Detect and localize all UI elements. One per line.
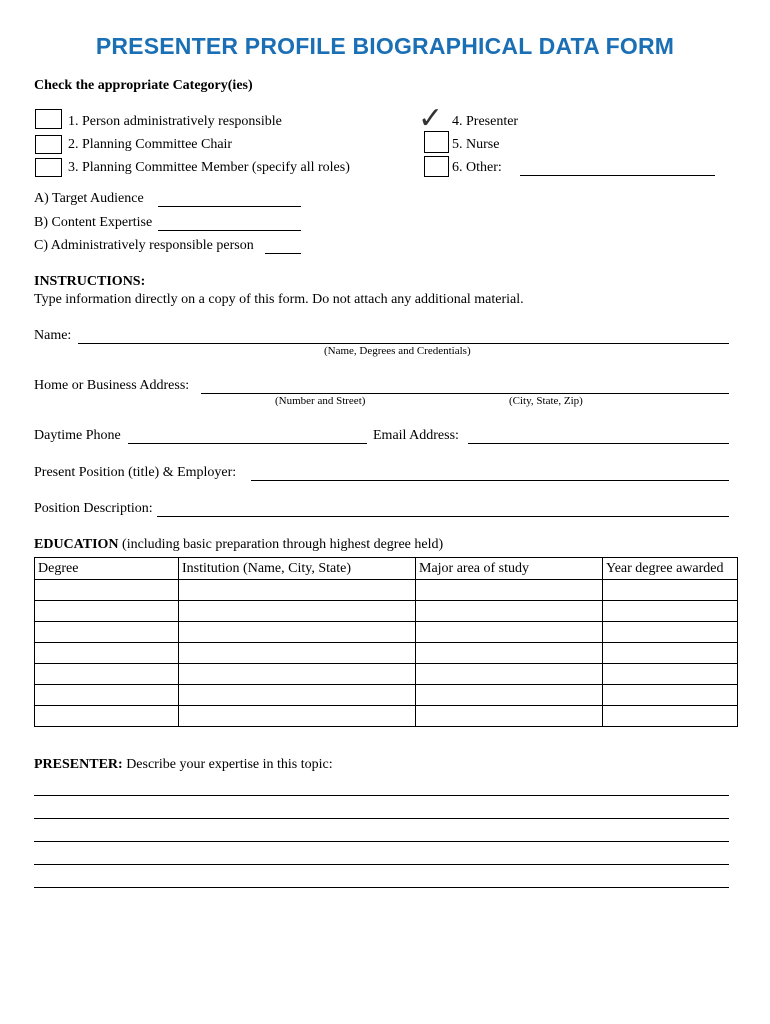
education-table	[34, 557, 738, 727]
table-cell[interactable]	[35, 622, 179, 643]
other-field[interactable]	[520, 175, 715, 176]
presenter-heading-label: PRESENTER:	[34, 757, 123, 772]
table-cell[interactable]	[603, 706, 738, 727]
table-cell[interactable]	[603, 601, 738, 622]
category-6-label: 6. Other:	[452, 160, 502, 175]
instructions-heading: INSTRUCTIONS:	[34, 274, 146, 289]
table-cell[interactable]	[603, 664, 738, 685]
role-admin-label: C) Administratively responsible person	[34, 238, 254, 253]
position-label: Present Position (title) & Employer:	[34, 465, 237, 480]
table-cell[interactable]	[179, 622, 416, 643]
role-target-audience-label: A) Target Audience	[34, 191, 144, 206]
col-degree: Degree	[35, 558, 179, 580]
col-year: Year degree awarded	[603, 558, 738, 580]
education-heading	[34, 537, 443, 553]
role-content-expertise-label: B) Content Expertise	[34, 215, 153, 230]
expertise-line-4[interactable]	[34, 864, 729, 865]
address-hint-street: (Number and Street)	[275, 395, 366, 407]
table-cell[interactable]	[179, 664, 416, 685]
table-cell[interactable]	[416, 601, 603, 622]
expertise-line-2[interactable]	[34, 818, 729, 819]
phone-field[interactable]	[128, 443, 367, 444]
role-admin-field[interactable]	[265, 253, 301, 254]
category-3-checkbox[interactable]	[35, 158, 62, 177]
form-title: PRESENTER PROFILE BIOGRAPHICAL DATA FORM	[95, 33, 675, 59]
table-cell[interactable]	[35, 601, 179, 622]
address-hint-city: (City, State, Zip)	[509, 395, 583, 407]
table-cell[interactable]	[179, 643, 416, 664]
table-row	[35, 580, 738, 601]
table-cell[interactable]	[603, 580, 738, 601]
category-6-checkbox[interactable]	[424, 156, 449, 177]
table-cell[interactable]	[603, 685, 738, 706]
table-cell[interactable]	[603, 622, 738, 643]
category-1-checkbox[interactable]	[35, 109, 62, 129]
table-cell[interactable]	[179, 706, 416, 727]
checkmark-icon[interactable]: ✓	[418, 101, 444, 136]
table-cell[interactable]	[35, 664, 179, 685]
table-cell[interactable]	[35, 643, 179, 664]
table-cell[interactable]	[416, 706, 603, 727]
education-header-row	[35, 558, 738, 580]
address-field[interactable]	[201, 393, 729, 394]
table-cell[interactable]	[416, 643, 603, 664]
table-cell[interactable]	[179, 580, 416, 601]
address-label: Home or Business Address:	[34, 378, 190, 393]
name-field[interactable]	[78, 343, 729, 344]
table-cell[interactable]	[35, 685, 179, 706]
position-field[interactable]	[251, 480, 729, 481]
expertise-line-5[interactable]	[34, 887, 729, 888]
category-4-label: 4. Presenter	[452, 114, 519, 129]
category-1-label: 1. Person administratively responsible	[68, 114, 282, 129]
description-field[interactable]	[157, 516, 729, 517]
role-content-expertise-field[interactable]	[158, 230, 301, 231]
category-heading: Check the appropriate Category(ies)	[34, 78, 253, 93]
table-cell[interactable]	[416, 664, 603, 685]
table-cell[interactable]	[179, 685, 416, 706]
table-row	[35, 664, 738, 685]
category-3-label: 3. Planning Committee Member (specify all roles)	[68, 160, 350, 175]
table-cell[interactable]	[416, 580, 603, 601]
description-label: Position Description:	[34, 501, 153, 516]
table-row	[35, 601, 738, 622]
phone-label: Daytime Phone	[34, 428, 121, 443]
table-cell[interactable]	[416, 685, 603, 706]
category-5-label: 5. Nurse	[452, 137, 500, 152]
category-2-label: 2. Planning Committee Chair	[68, 137, 233, 152]
expertise-line-1[interactable]	[34, 795, 729, 796]
table-cell[interactable]	[416, 622, 603, 643]
table-cell[interactable]	[35, 706, 179, 727]
education-heading-label: EDUCATION	[34, 537, 119, 552]
email-label: Email Address:	[373, 428, 459, 443]
col-institution: Institution (Name, City, State)	[179, 558, 416, 580]
table-row	[35, 643, 738, 664]
role-target-audience-field[interactable]	[158, 206, 301, 207]
table-row	[35, 685, 738, 706]
presenter-heading	[34, 757, 333, 773]
category-5-checkbox[interactable]	[424, 131, 449, 153]
name-label: Name:	[34, 328, 72, 343]
table-cell[interactable]	[35, 580, 179, 601]
expertise-line-3[interactable]	[34, 841, 729, 842]
education-subheading: (including basic preparation through highest degree held)	[118, 537, 444, 552]
col-major: Major area of study	[416, 558, 603, 580]
table-row	[35, 622, 738, 643]
presenter-text: Describe your expertise in this topic:	[122, 757, 333, 772]
table-cell[interactable]	[179, 601, 416, 622]
table-row	[35, 706, 738, 727]
instructions-text: Type information directly on a copy of this form. Do not attach any additional material.	[34, 292, 524, 307]
table-cell[interactable]	[603, 643, 738, 664]
name-hint: (Name, Degrees and Credentials)	[324, 345, 471, 357]
category-2-checkbox[interactable]	[35, 135, 62, 154]
email-field[interactable]	[468, 443, 729, 444]
